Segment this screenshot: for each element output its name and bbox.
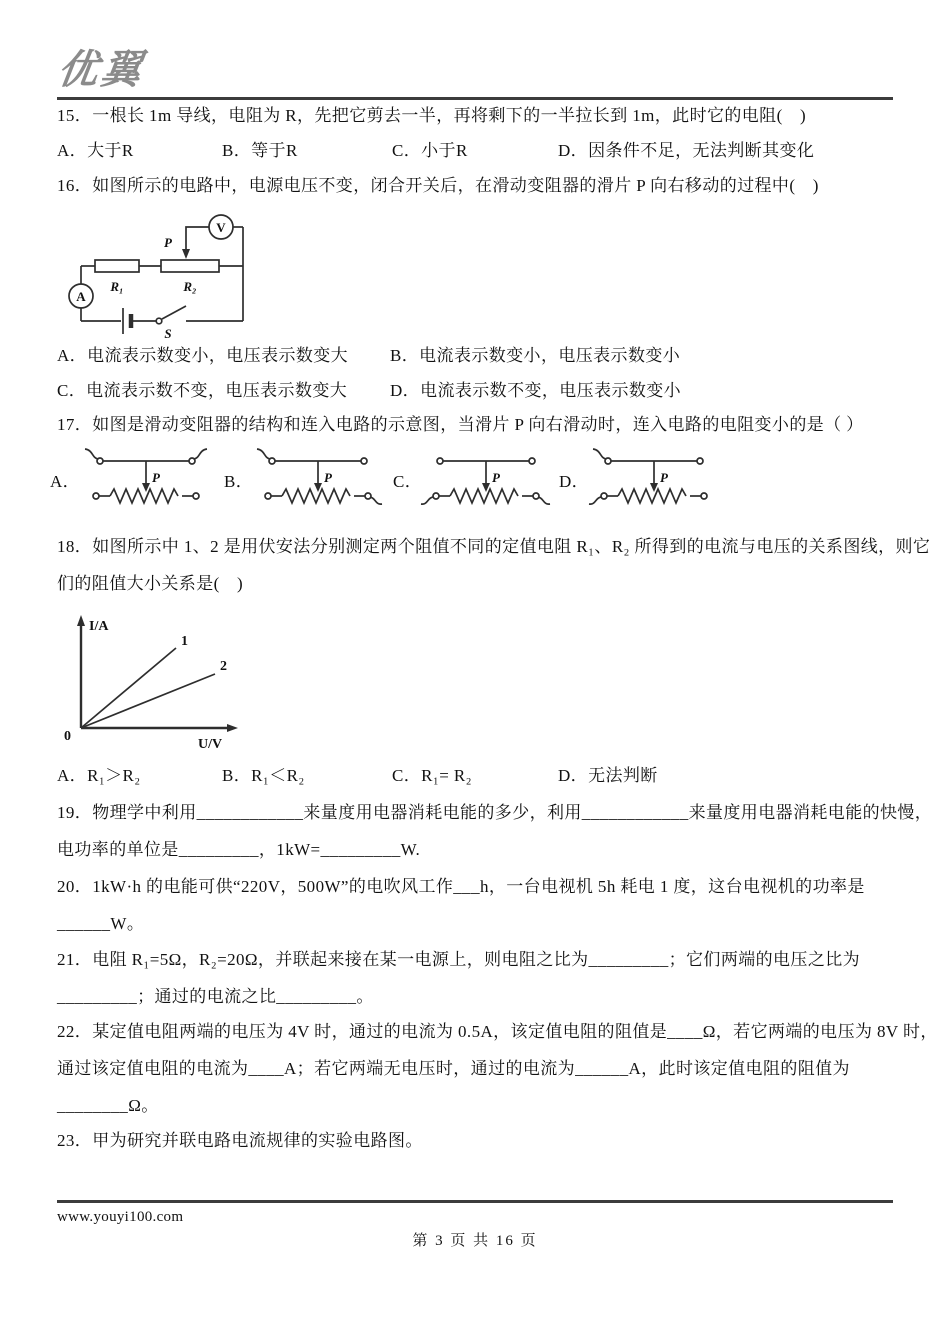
q18-option-c: C．R₁= R₂ bbox=[392, 766, 472, 785]
q20-text-line1: 20．1kW·h 的电能可供“220V，500W”的电吹风工作___h，一台电视机 5h 耗电 1 度，这台电视机的功率是 bbox=[57, 877, 865, 896]
line2-label: 2 bbox=[220, 659, 227, 674]
line1-label: 1 bbox=[181, 634, 188, 649]
resistor-coil-icon bbox=[110, 489, 178, 503]
q17-rheostat-c-figure bbox=[420, 446, 552, 508]
rheo-a-p-label: P bbox=[152, 470, 160, 485]
switch-icon bbox=[156, 318, 162, 324]
resistor-coil-icon bbox=[618, 489, 686, 503]
q16-option-a: A．电流表示数变小，电压表示数变大 bbox=[57, 346, 349, 365]
q18-text-line1: 18．如图所示中 1、2 是用伏安法分别测定两个阻值不同的定值电阻 R₁、R₂ 所得到的电流与电压的关系图线，则它 bbox=[57, 537, 931, 556]
q17-rheostat-a-figure bbox=[80, 446, 212, 508]
q17-label-a: A． bbox=[50, 472, 81, 491]
footer-divider bbox=[57, 1200, 893, 1203]
switch-s-label: S bbox=[164, 326, 172, 341]
resistor-coil-icon bbox=[282, 489, 350, 503]
rheo-c-p-label: P bbox=[492, 470, 500, 485]
q23-text: 23．甲为研究并联电路电流规律的实验电路图。 bbox=[57, 1131, 423, 1150]
q20-text-line2: ______W。 bbox=[57, 914, 145, 933]
q17-label-c: C． bbox=[393, 472, 423, 491]
q17-text: 17．如图是滑动变阻器的结构和连入电路的示意图，当滑片 P 向右滑动时，连入电路的电阻变小的是（ ） bbox=[57, 415, 864, 434]
resistor-r1-icon bbox=[95, 260, 139, 272]
graph-line-1 bbox=[81, 648, 176, 728]
graph-line-2 bbox=[81, 674, 215, 728]
r2-label: R₂ bbox=[183, 279, 197, 294]
q17-label-b: B． bbox=[224, 472, 254, 491]
q21-text-line2: _________；通过的电流之比_________。 bbox=[57, 987, 374, 1006]
rheostat-r2-icon bbox=[161, 260, 219, 272]
origin-label: 0 bbox=[64, 729, 71, 744]
q18-option-d: D．无法判断 bbox=[558, 766, 658, 785]
q22-text-line2: 通过该定值电阻的电流为____A；若它两端无电压时，通过的电流为______A，此时该定值电阻的阻值为 bbox=[57, 1059, 850, 1078]
q16-text: 16．如图所示的电路中，电源电压不变，闭合开关后，在滑动变阻器的滑片 P 向右移动的过程中( ) bbox=[57, 176, 819, 195]
slider-arrow-icon bbox=[182, 249, 190, 259]
q19-text-line1: 19．物理学中利用____________来量度用电器消耗电能的多少，利用____________来量度用电器消耗电能的快慢， bbox=[57, 803, 933, 822]
header-divider bbox=[57, 97, 893, 100]
q16-option-c: C．电流表示数不变，电压表示数变大 bbox=[57, 381, 348, 400]
r1-label: R₁ bbox=[110, 279, 124, 294]
youyi-logo: 优翼 bbox=[54, 48, 148, 92]
voltmeter-label: V bbox=[216, 220, 226, 235]
rheo-d-p-label: P bbox=[660, 470, 668, 485]
footer-page-number: 第 3 页 共 16 页 bbox=[412, 1233, 538, 1249]
q15-option-c: C．小于R bbox=[392, 141, 468, 160]
q15-text: 15．一根长 1m 导线，电阻为 R，先把它剪去一半，再将剩下的一半拉长到 1m，此时它的电阻( ) bbox=[57, 106, 807, 125]
footer-url: www.youyi100.com bbox=[57, 1209, 184, 1225]
q16-option-d: D．电流表示数不变，电压表示数变小 bbox=[390, 381, 682, 400]
y-axis-label: I/A bbox=[89, 619, 109, 634]
q18-option-b: B．R₁＜R₂ bbox=[222, 766, 305, 785]
q22-text-line1: 22．某定值电阻两端的电压为 4V 时，通过的电流为 0.5A，该定值电阻的阻值是____Ω，若它两端的电压为 8V 时， bbox=[57, 1022, 938, 1041]
slider-p-label: P bbox=[164, 235, 172, 250]
q17-rheostat-d-figure bbox=[588, 446, 720, 508]
q15-option-b: B．等于R bbox=[222, 141, 298, 160]
q16-circuit-figure bbox=[55, 210, 317, 342]
resistor-coil-icon bbox=[450, 489, 518, 503]
q17-label-d: D． bbox=[559, 472, 590, 491]
q17-rheostat-b-figure bbox=[252, 446, 384, 508]
q19-text-line2: 电功率的单位是_________，1kW=_________W. bbox=[57, 840, 421, 859]
q18-option-a: A．R₁＞R₂ bbox=[57, 766, 141, 785]
q18-graph-figure bbox=[48, 608, 263, 753]
x-axis-label: U/V bbox=[198, 737, 223, 752]
rheo-b-p-label: P bbox=[324, 470, 332, 485]
q22-text-line3: ________Ω。 bbox=[57, 1096, 159, 1115]
q15-option-a: A．大于R bbox=[57, 141, 134, 160]
q16-option-b: B．电流表示数变小，电压表示数变小 bbox=[390, 346, 681, 365]
q21-text-line1: 21．电阻 R₁=5Ω，R₂=20Ω，并联起来接在某一电源上，则电阻之比为_________；它们两端的电压之比为 bbox=[57, 950, 861, 969]
q18-text-line2: 们的阻值大小关系是( ) bbox=[57, 574, 244, 593]
ammeter-label: A bbox=[76, 289, 86, 304]
q15-option-d: D．因条件不足，无法判断其变化 bbox=[558, 141, 815, 160]
